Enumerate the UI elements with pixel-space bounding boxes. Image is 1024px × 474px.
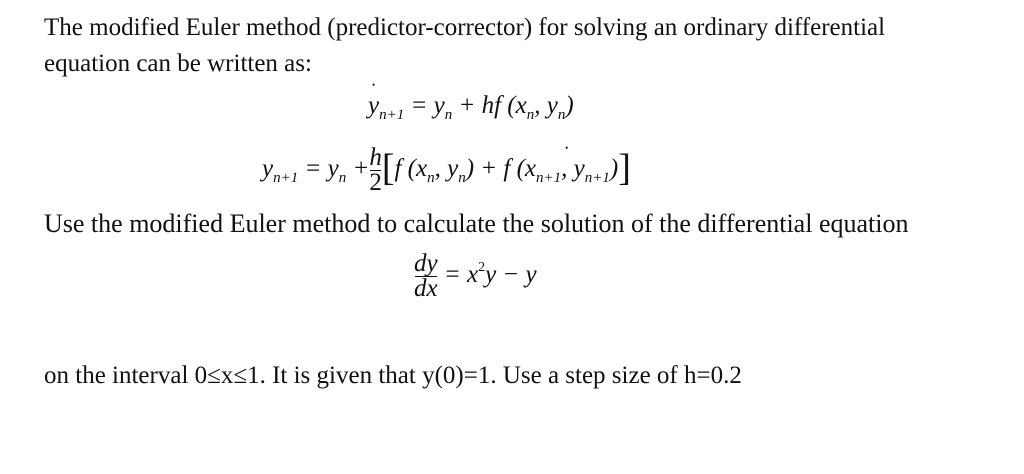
predictor-hf: + hf (x — [458, 92, 527, 119]
corrector-lhs-y: y — [262, 155, 274, 183]
task-text: Use the modified Euler method to calculate the solution of the differential equation — [44, 209, 909, 238]
intro-paragraph — [44, 10, 885, 82]
corrector-f2-sep: • , y — [561, 155, 585, 183]
predictor-close: ) — [565, 92, 574, 119]
ode-fraction — [414, 252, 438, 301]
predictor-lhs-y: • y — [368, 92, 379, 120]
corrector-eq-sub: n — [338, 170, 347, 187]
predictor-sep: , y — [534, 92, 558, 119]
corrector-f2-xsub: n+1 — [536, 170, 562, 187]
corrector-f1: f (x — [394, 155, 428, 183]
corrector-f1-close: ) + f (x — [465, 155, 537, 183]
corrector-f2-close: ) — [609, 155, 619, 183]
corrector-eq-y: = y — [304, 155, 339, 183]
corrector-f1-sep: , y — [434, 155, 459, 183]
intro-line-2: equation can be written as: — [44, 50, 312, 77]
predictor-y-sub: n — [557, 107, 566, 123]
conditions-text: on the interval 0≤x≤1. It is given that y(0)=1. Use a step size of h=0.2 — [44, 362, 742, 389]
corrector-f1-xsub: n — [427, 170, 435, 187]
ode-rhs-x: = x — [443, 261, 479, 289]
ode-equation — [414, 252, 537, 301]
predictor-equation — [368, 92, 574, 124]
ode-exponent: 2 — [478, 260, 486, 276]
ode-denominator: dx — [414, 275, 438, 302]
open-bracket: [ — [381, 147, 395, 190]
fraction-denominator: 2 — [369, 169, 382, 196]
predictor-rhs-sub: n — [444, 107, 453, 123]
corrector-fraction — [369, 146, 382, 195]
predictor-x-sub: n — [526, 107, 535, 123]
close-bracket: ] — [618, 147, 631, 190]
ode-rhs-rest: y − y — [485, 261, 537, 289]
predictor-rhs-y: = y — [410, 92, 445, 119]
predictor-lhs-sub: n+1 — [379, 107, 405, 123]
corrector-f1-ysub: n — [458, 170, 466, 187]
ode-numerator: dy — [414, 250, 438, 277]
corrector-f2-ysub: n+1 — [584, 170, 610, 187]
fraction-numerator: h — [369, 144, 382, 171]
corrector-equation — [262, 146, 631, 195]
intro-line-1: The modified Euler method (predictor-corrector) for solving an ordinary differential — [44, 14, 886, 41]
corrector-plus: + — [352, 155, 370, 183]
corrector-lhs-sub: n+1 — [273, 170, 299, 187]
